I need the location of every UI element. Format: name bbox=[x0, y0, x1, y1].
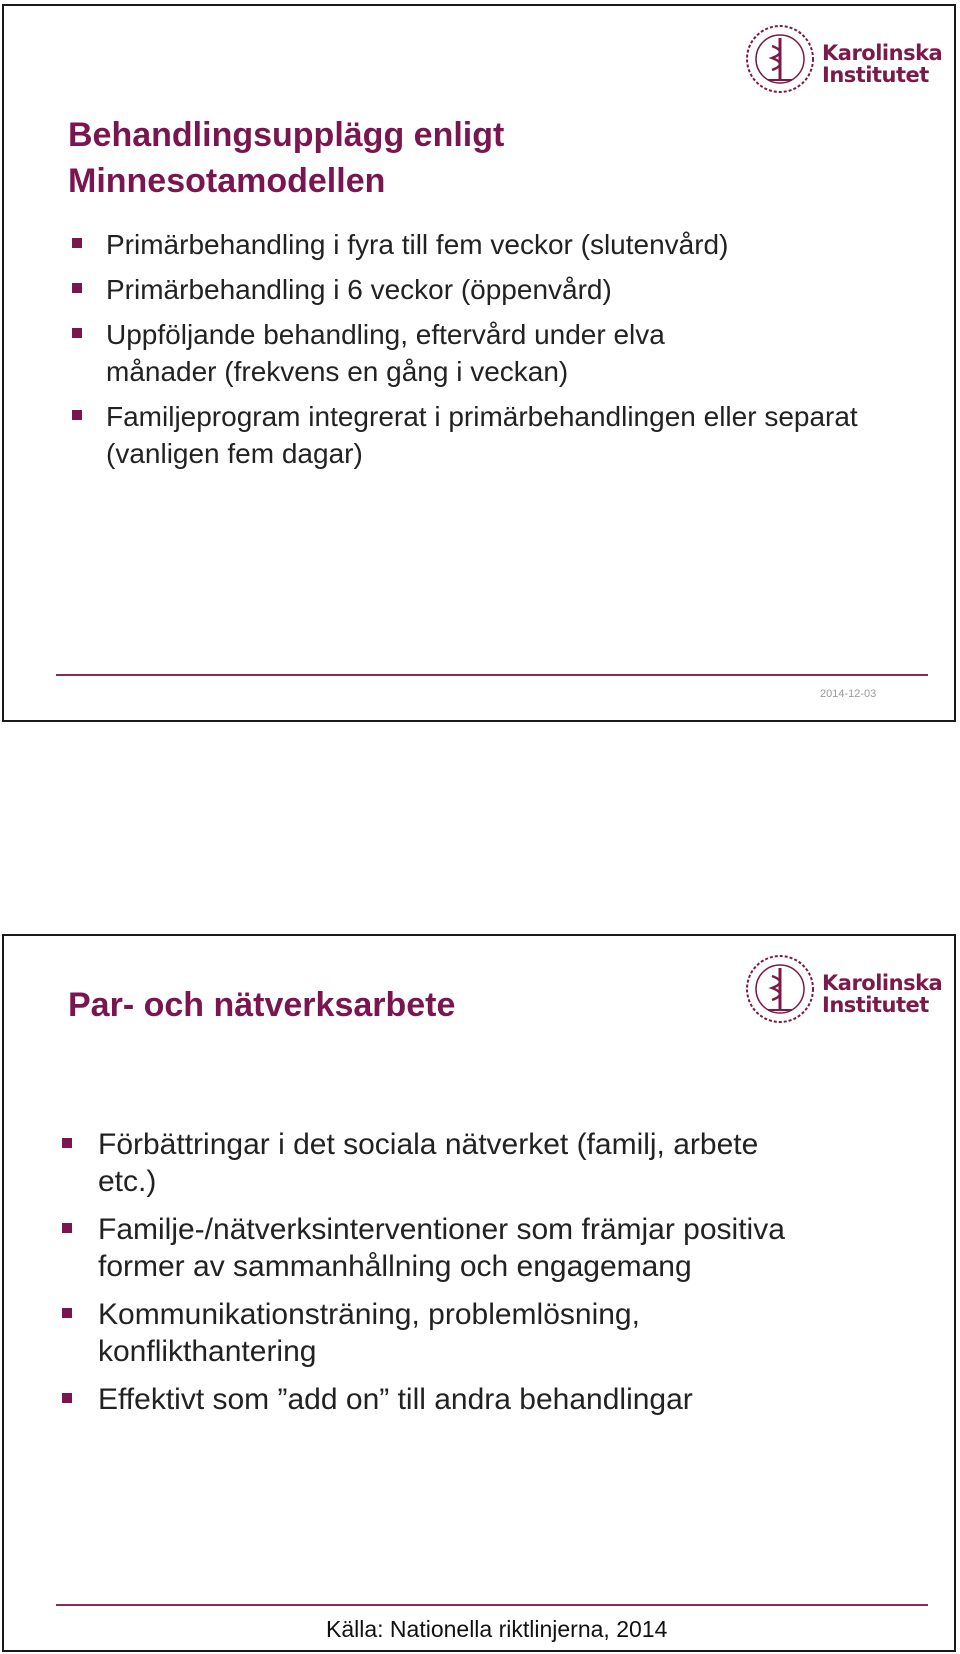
slide-title: Par- och nätverksarbete bbox=[68, 986, 456, 1024]
karolinska-logo bbox=[742, 18, 943, 100]
slide-1 bbox=[2, 4, 956, 722]
list-item-text: Familjeprogram integrerat i primärbehandlingen eller separat (vanligen fem dagar) bbox=[106, 401, 858, 469]
square-bullet-icon bbox=[72, 283, 82, 293]
square-bullet-icon bbox=[72, 328, 82, 338]
logo-text: Karolinska Institutet bbox=[822, 41, 943, 87]
karolinska-logo bbox=[742, 948, 943, 1030]
slide-date: 2014-12-03 bbox=[820, 688, 877, 700]
karolinska-seal-icon bbox=[742, 18, 822, 100]
list-item-text: Primärbehandling i 6 veckor (öppenvård) bbox=[106, 274, 612, 305]
footer-divider bbox=[56, 674, 928, 676]
list-item-text: Uppföljande behandling, eftervård under elva månader (frekvens en gång i veckan) bbox=[106, 319, 665, 387]
square-bullet-icon bbox=[72, 238, 82, 248]
square-bullet-icon bbox=[62, 1138, 72, 1148]
list-item bbox=[70, 271, 930, 308]
list-item bbox=[60, 1126, 818, 1200]
square-bullet-icon bbox=[62, 1223, 72, 1233]
square-bullet-icon bbox=[72, 410, 82, 420]
slide-title bbox=[68, 112, 504, 204]
footer-divider bbox=[56, 1604, 928, 1606]
karolinska-seal-icon bbox=[742, 948, 822, 1030]
list-item-text: Familje-/nätverksinterventioner som främjar positiva former av sammanhållning och engagemang bbox=[98, 1213, 785, 1283]
list-item bbox=[60, 1211, 838, 1285]
list-item bbox=[60, 1296, 738, 1370]
list-item-text: Primärbehandling i fyra till fem veckor (slutenvård) bbox=[106, 229, 729, 260]
list-item-text: Kommunikationsträning, problemlösning, konflikthantering bbox=[98, 1298, 640, 1368]
list-item bbox=[70, 226, 930, 263]
title-line-1: Behandlingsupplägg enligt bbox=[68, 116, 505, 154]
title-line-2: Minnesotamodellen bbox=[68, 162, 386, 200]
list-item-text: Förbättringar i det sociala nätverket (familj, arbete etc.) bbox=[98, 1128, 759, 1198]
list-item bbox=[70, 316, 766, 390]
logo-text: Karolinska Institutet bbox=[822, 971, 943, 1017]
list-item bbox=[70, 398, 906, 472]
source-citation: Källa: Nationella riktlinjerna, 2014 bbox=[326, 1616, 668, 1642]
square-bullet-icon bbox=[62, 1393, 72, 1403]
bullet-list bbox=[70, 226, 930, 480]
list-item-text: Effektivt som ”add on” till andra behandlingar bbox=[98, 1383, 693, 1416]
bullet-list bbox=[60, 1126, 920, 1429]
slide-2 bbox=[2, 934, 956, 1652]
list-item bbox=[60, 1381, 920, 1418]
square-bullet-icon bbox=[62, 1308, 72, 1318]
